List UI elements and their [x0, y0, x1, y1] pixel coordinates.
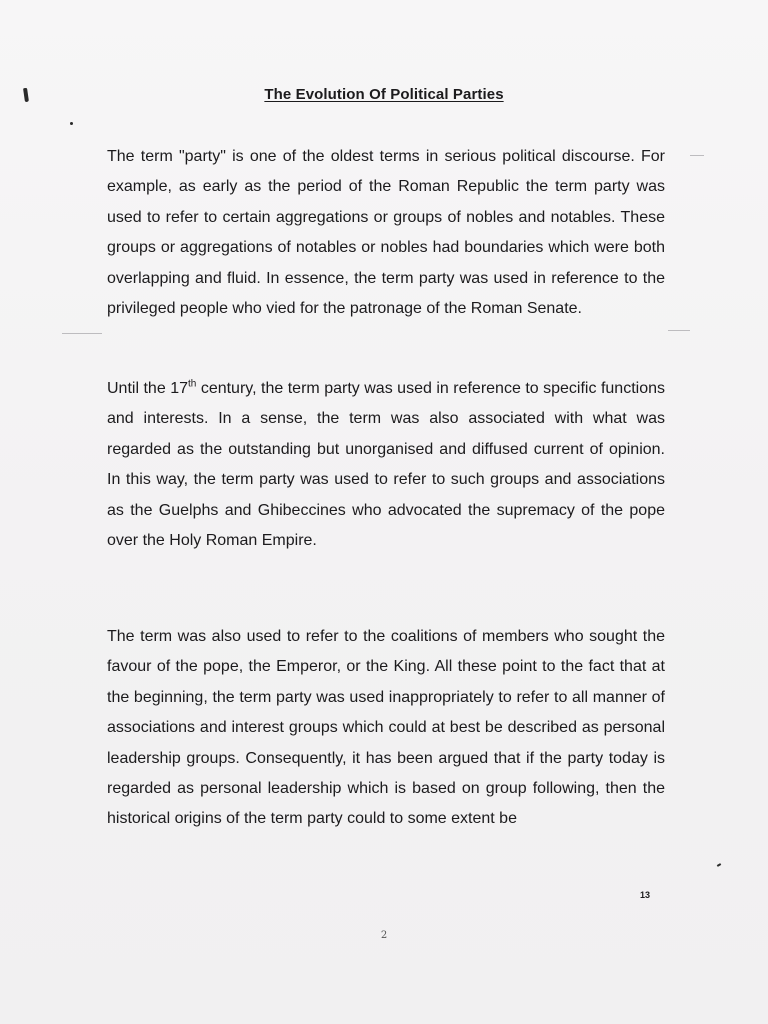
scan-artifact	[62, 333, 102, 334]
document-title: The Evolution Of Political Parties	[264, 86, 504, 103]
page-number: 13	[640, 890, 651, 900]
ink-mark	[717, 863, 721, 867]
paragraph-3: The term was also used to refer to the coalitions of members who sought the favour of the pope, the Emperor, or the King. All these point to the fact that at the beginning, the term party was used inappropriately to refer to all manner of associations and interest groups which could at best be described as personal leadership groups. Consequently, it has been argued that if the party today is regarded as personal leadership which is based on group following, then the historical origins of the term party could to some extent be	[107, 628, 665, 828]
paragraph-2-text-start: Until the 17	[107, 380, 188, 397]
ink-dot	[70, 122, 73, 125]
paragraph-1: The term "party" is one of the oldest terms in serious political discourse. For example, as early as the period of the Roman Republic the term party was used to refer to certain aggregations or groups of nobles and notables. These groups or aggregations of notables or nobles had boundaries which were both overlapping and fluid. In essence, the term party was used in reference to the privileged people who vied for the patronage of the Roman Senate.	[107, 148, 665, 318]
scan-artifact	[668, 330, 690, 331]
superscript-ordinal: th	[188, 378, 197, 390]
scan-artifact	[690, 155, 704, 156]
paragraph-2-text-rest: century, the term party was used in reference to specific functions and interests. In a sense, the term was also associated with what was regarded as the outstanding but unorganised and diffused current of opinion. In this way, the term party was used to refer to such groups and associations as the Guelphs and Ghibeccines who advocated the supremacy of the pope over the Holy Roman Empire.	[107, 380, 666, 550]
footer-page-number: 2	[380, 930, 388, 941]
paragraph-2	[107, 374, 665, 556]
